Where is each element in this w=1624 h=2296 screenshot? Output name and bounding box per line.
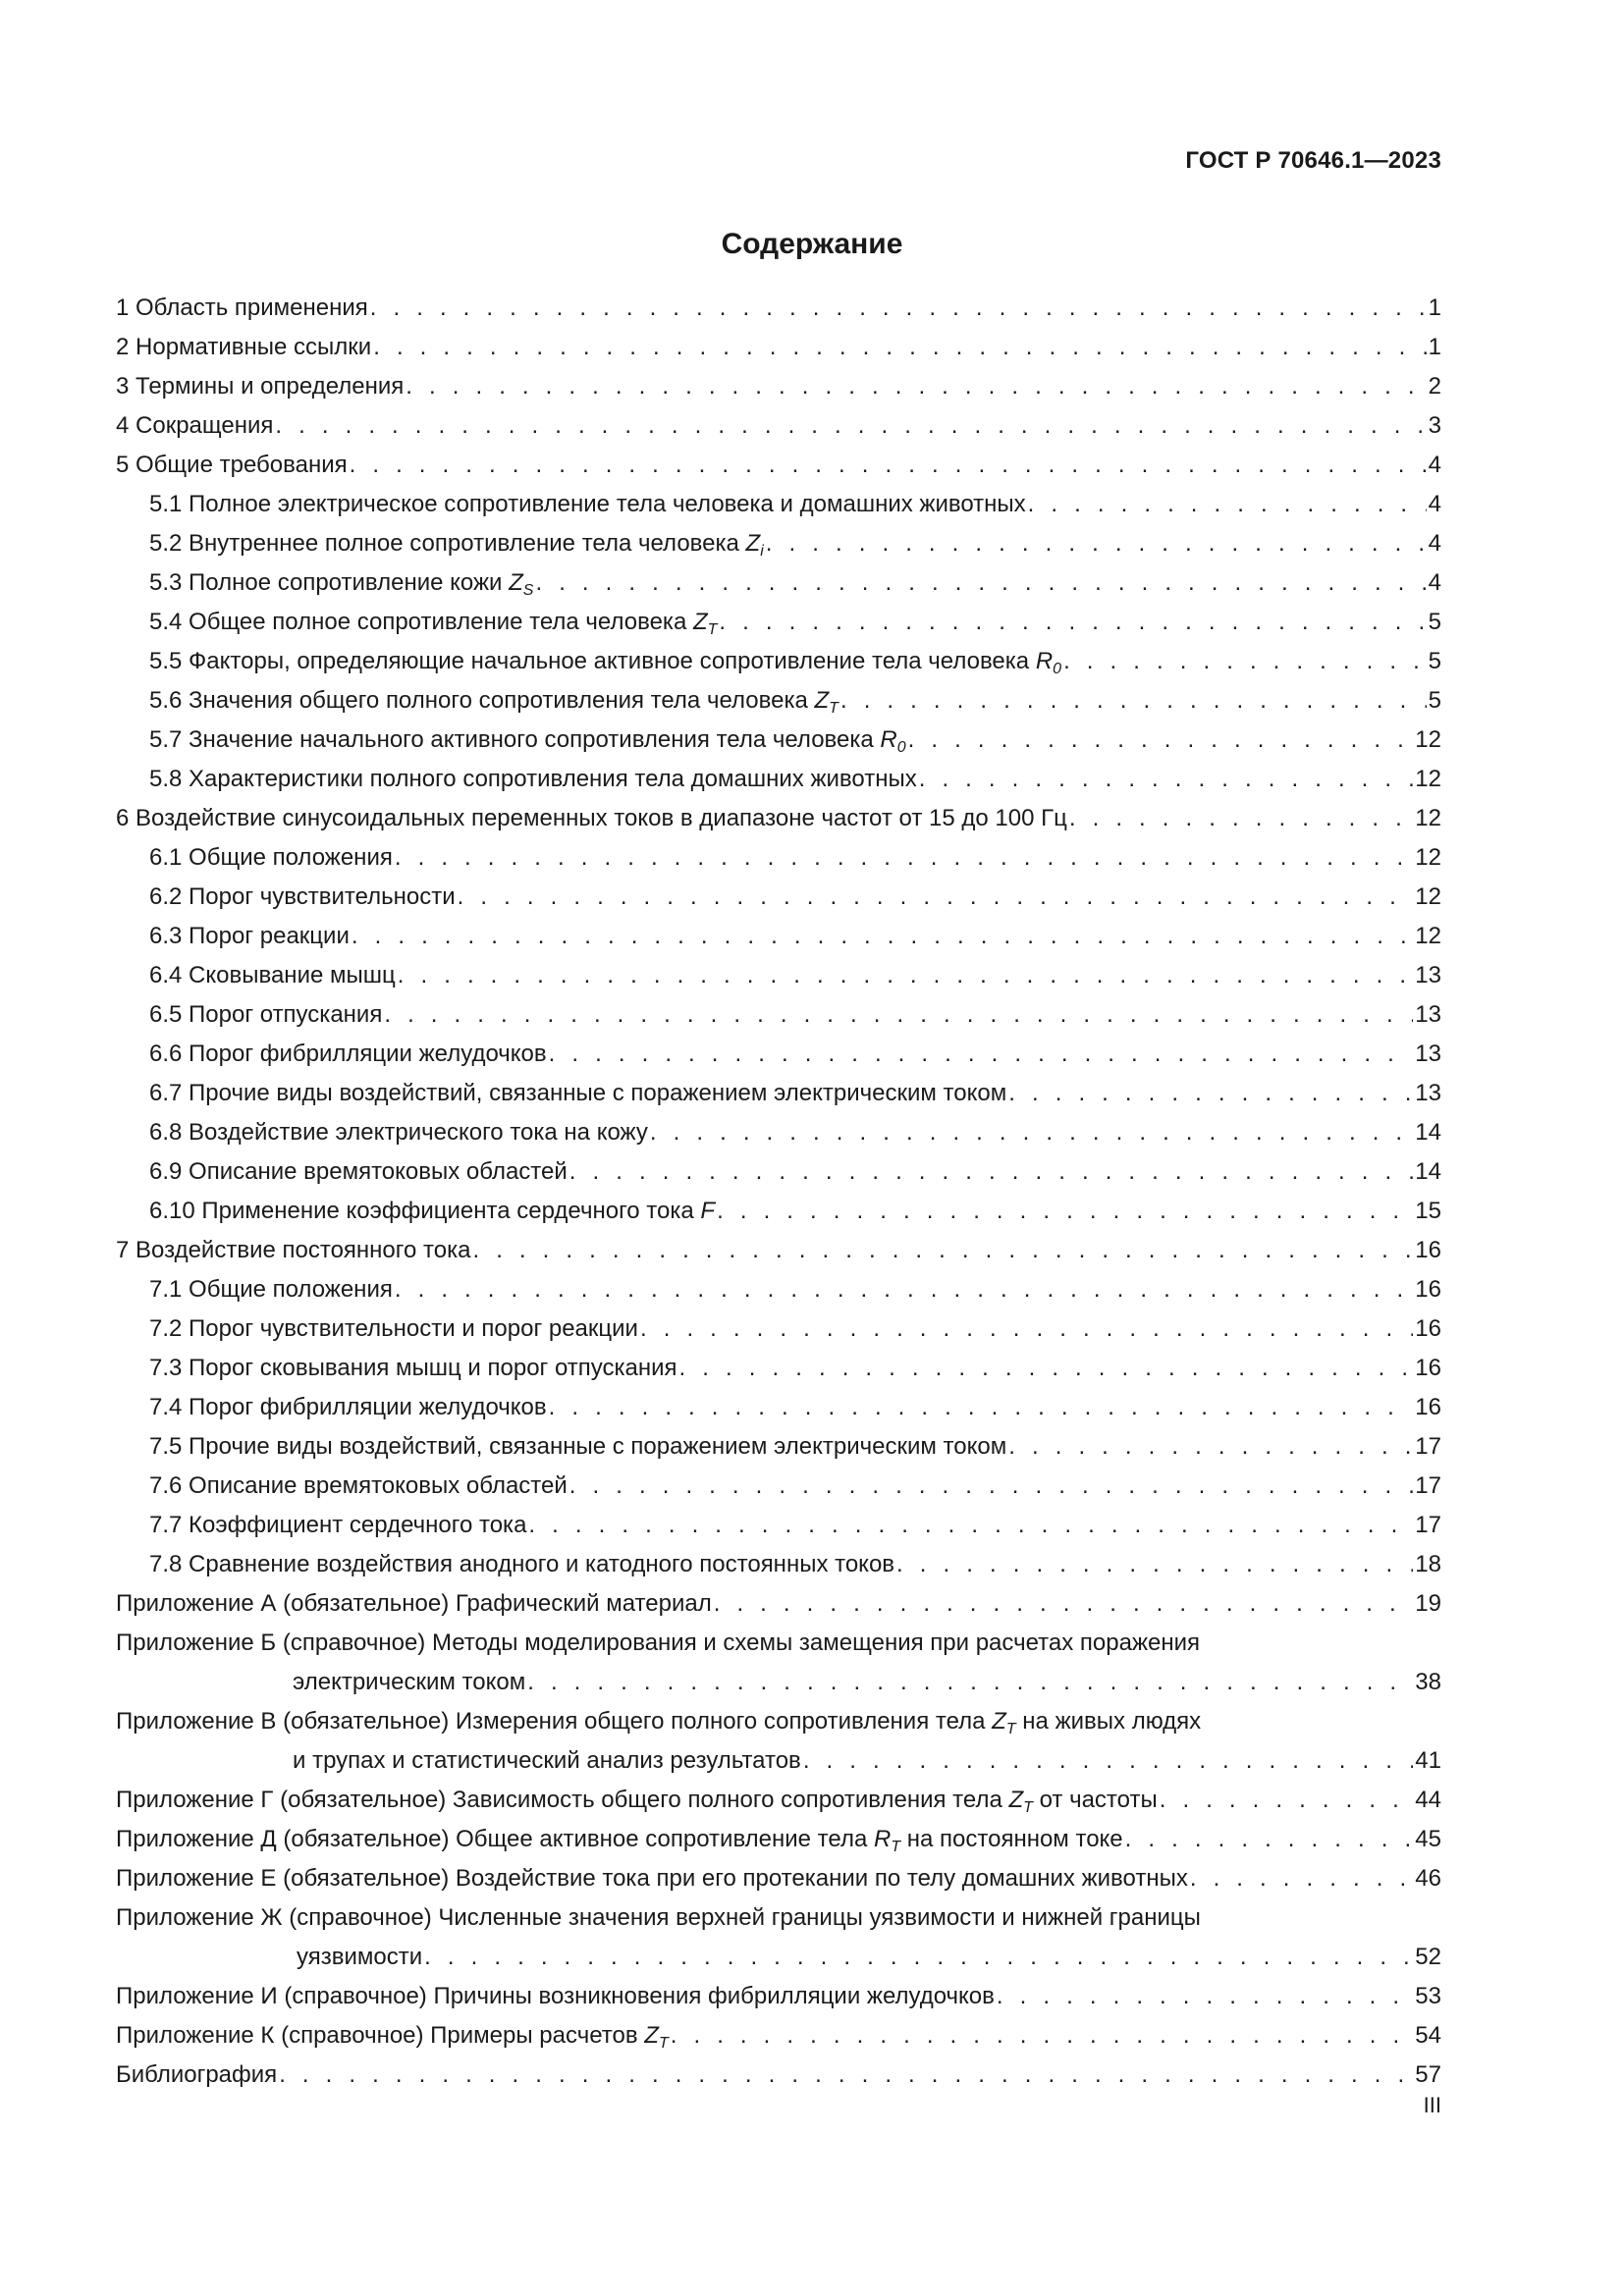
dot-leader <box>352 917 1413 956</box>
toc-page-number: 41 <box>1415 1747 1441 1774</box>
toc-page-number: 16 <box>1415 1276 1441 1303</box>
dot-leader <box>398 956 1414 995</box>
math-symbol: Z <box>509 569 523 596</box>
toc-entry-text: уязвимости <box>297 1944 423 1970</box>
toc-entry-text: Приложение Е (обязательное) Воздействие тока при его протекании по телу домашних животных <box>116 1865 1188 1892</box>
toc-page-number: 5 <box>1428 687 1441 714</box>
toc-entry[interactable] <box>116 603 1441 642</box>
toc-entry-text: 7.7 Коэффициент сердечного тока <box>149 1512 527 1538</box>
toc-entry-text: Приложение Ж (справочное) Численные значения верхней границы уязвимости и нижней границы <box>116 1904 1201 1931</box>
toc-entry[interactable] <box>116 524 1441 563</box>
toc-entry-text: и трупах и статистический анализ результатов <box>293 1747 801 1774</box>
toc-page-number: 4 <box>1428 491 1441 517</box>
dot-leader <box>275 406 1426 446</box>
toc-entry[interactable] <box>116 1467 1441 1506</box>
dot-leader <box>1125 1820 1414 1859</box>
dot-leader <box>528 1506 1413 1545</box>
math-subscript: 0 <box>1053 661 1062 677</box>
toc-page-number: 19 <box>1415 1590 1441 1617</box>
dot-leader <box>997 1977 1413 2016</box>
toc-entry[interactable] <box>116 1427 1441 1467</box>
toc-entry[interactable] <box>116 838 1441 878</box>
toc-entry[interactable] <box>116 878 1441 917</box>
dot-leader <box>569 1152 1414 1192</box>
toc-appendix-entry[interactable] <box>116 1859 1441 1898</box>
math-symbol: R <box>880 726 897 753</box>
toc-entry-text: 4 Сокращения <box>116 412 274 439</box>
toc-entry-text: Приложение В (обязательное) Измерения общего полного сопротивления тела $Z_T$ на живых людях <box>116 1708 1202 1737</box>
toc-entry-text: 6.3 Порог реакции <box>149 923 350 949</box>
toc-page-number: 13 <box>1415 1001 1441 1028</box>
math-subscript: T <box>829 700 839 717</box>
toc-entry-text: 6.9 Описание времятоковых областей <box>149 1158 568 1185</box>
toc-entry-text: Приложение Г (обязательное) Зависимость общего полного сопротивления тела $Z_T$ от частоты <box>116 1787 1158 1816</box>
toc-page-number: 12 <box>1415 844 1441 871</box>
toc-page-number: 45 <box>1415 1826 1441 1852</box>
toc-appendix-entry[interactable] <box>116 1624 1441 1702</box>
dot-leader <box>896 1545 1413 1584</box>
toc-page-number: 4 <box>1428 452 1441 478</box>
toc-entry-text: электрическим током <box>293 1669 526 1695</box>
toc-page-number: 4 <box>1428 569 1441 596</box>
dot-leader <box>714 1584 1414 1624</box>
toc-entry-text: 6.6 Порог фибрилляции желудочков <box>149 1041 547 1067</box>
dot-leader <box>640 1309 1413 1349</box>
toc-page-number: 12 <box>1415 883 1441 910</box>
dot-leader <box>527 1663 1413 1702</box>
toc-entry[interactable] <box>116 681 1441 721</box>
math-symbol: Z <box>692 609 708 635</box>
math-symbol: R <box>1035 648 1054 674</box>
dot-leader <box>406 367 1426 406</box>
toc-appendix-entry[interactable] <box>116 2016 1441 2056</box>
toc-page-number: 17 <box>1415 1433 1441 1460</box>
toc-page-number: 16 <box>1415 1315 1441 1342</box>
math-subscript: T <box>658 2035 669 2052</box>
toc-entry-text: 6.2 Порог чувствительности <box>149 883 456 910</box>
toc-entry[interactable] <box>116 1152 1441 1192</box>
toc-entry-text: 5.3 Полное сопротивление кожи $Z_S$ <box>149 569 534 599</box>
toc-entry[interactable] <box>116 1545 1441 1584</box>
dot-leader <box>919 760 1414 799</box>
toc-page-number: 2 <box>1428 373 1441 400</box>
toc-entry[interactable] <box>116 1231 1441 1270</box>
toc-page-number: 44 <box>1415 1787 1441 1813</box>
math-symbol: Z <box>745 530 761 557</box>
math-symbol: Z <box>644 2022 659 2049</box>
toc-page-number: 16 <box>1415 1394 1441 1420</box>
toc-page-number: 52 <box>1415 1944 1441 1970</box>
dot-leader <box>535 563 1426 603</box>
toc-page-number: 13 <box>1415 962 1441 988</box>
dot-leader <box>719 603 1426 642</box>
dot-leader <box>717 1192 1413 1231</box>
math-subscript: T <box>891 1839 901 1855</box>
dot-leader <box>679 1349 1414 1388</box>
toc-entry[interactable] <box>116 485 1441 524</box>
dot-leader <box>1190 1859 1413 1898</box>
toc-entry[interactable] <box>116 367 1441 406</box>
toc-entry[interactable] <box>116 328 1441 367</box>
toc-entry-text: 7.8 Сравнение воздействия анодного и катодного постоянных токов <box>149 1551 895 1577</box>
dot-leader <box>840 681 1427 721</box>
toc-entry[interactable] <box>116 563 1441 603</box>
toc-page-number: 12 <box>1415 805 1441 831</box>
dot-leader <box>549 1035 1414 1074</box>
toc-entry[interactable] <box>116 760 1441 799</box>
toc-entry-text: 5.2 Внутреннее полное сопротивление тела человека $Z_i$ <box>149 530 764 560</box>
toc-page-number: 14 <box>1415 1119 1441 1146</box>
toc-entry-text: 5.4 Общее полное сопротивление тела человека $Z_T$ <box>149 609 718 638</box>
toc-entry[interactable] <box>116 1192 1441 1231</box>
dot-leader <box>370 289 1427 328</box>
toc-entry-text: 5 Общие требования <box>116 452 348 478</box>
toc-entry[interactable] <box>116 956 1441 995</box>
dot-leader <box>650 1113 1413 1152</box>
dot-leader <box>1069 799 1413 838</box>
toc-entry-text: Библиография <box>116 2061 278 2088</box>
dot-leader <box>384 995 1413 1035</box>
toc-entry-text: 3 Термины и определения <box>116 373 405 400</box>
toc-entry-text: 7.6 Описание времятоковых областей <box>149 1472 568 1499</box>
toc-entry-text: 5.1 Полное электрическое сопротивление тела человека и домашних животных <box>149 491 1026 517</box>
toc-page-number: 14 <box>1415 1158 1441 1185</box>
math-subscript: T <box>1005 1721 1016 1737</box>
toc-entry[interactable] <box>116 1309 1441 1349</box>
toc-page-number: 5 <box>1428 648 1441 674</box>
toc-page-number: 12 <box>1415 923 1441 949</box>
dot-leader <box>766 524 1427 563</box>
toc-page-number: 53 <box>1415 1983 1441 2009</box>
toc-entry-text: Приложение И (справочное) Причины возникновения фибрилляции желудочков <box>116 1983 995 2009</box>
toc-page-number: 57 <box>1415 2061 1441 2088</box>
toc-entry-text: 7 Воздействие постоянного тока <box>116 1237 471 1263</box>
toc-entry[interactable] <box>116 1349 1441 1388</box>
toc-entry[interactable] <box>116 1506 1441 1545</box>
dot-leader <box>569 1467 1414 1506</box>
toc-entry-text: 6 Воздействие синусоидальных переменных токов в диапазоне частот от 15 до 100 Гц <box>116 805 1067 831</box>
toc-page-number: 1 <box>1428 334 1441 360</box>
toc-page-number: 4 <box>1428 530 1441 557</box>
dot-leader <box>1008 1427 1413 1467</box>
toc-entry-text: Приложение К (справочное) Примеры расчетов $Z_T$ <box>116 2022 669 2052</box>
dot-leader <box>1028 485 1427 524</box>
dot-leader <box>803 1741 1413 1781</box>
toc-page-number: 54 <box>1415 2022 1441 2049</box>
math-symbol: Z <box>992 1708 1006 1735</box>
toc-page-number: 12 <box>1415 766 1441 792</box>
toc-page-number: 13 <box>1415 1080 1441 1106</box>
math-subscript: T <box>1023 1799 1033 1816</box>
toc-page-number: 13 <box>1415 1041 1441 1067</box>
toc-entry[interactable] <box>116 1270 1441 1309</box>
dot-leader <box>350 446 1427 485</box>
math-subscript: T <box>707 621 718 638</box>
toc-entry-text: 5.8 Характеристики полного сопротивления тела домашних животных <box>149 766 917 792</box>
page-title: Содержание <box>721 228 903 260</box>
toc-entry-text: 7.4 Порог фибрилляции желудочков <box>149 1394 547 1420</box>
dot-leader <box>458 878 1414 917</box>
toc-page-number: 15 <box>1415 1198 1441 1224</box>
math-subscript: 0 <box>896 739 906 756</box>
dot-leader <box>279 2056 1413 2095</box>
toc-entry-text: Приложение Д (обязательное) Общее активное сопротивление тела $R_T$ на постоянном токе <box>116 1826 1123 1855</box>
math-subscript: S <box>522 582 534 599</box>
toc-entry-text: 5.6 Значения общего полного сопротивления тела человека $Z_T$ <box>149 687 839 717</box>
toc-entry[interactable] <box>116 799 1441 838</box>
toc-page-number: 3 <box>1428 412 1441 439</box>
toc-entry-text: 5.7 Значение начального активного сопротивления тела человека $R_0$ <box>149 726 906 756</box>
math-symbol: Z <box>814 687 830 714</box>
toc-entry-text: 6.4 Сковывание мышц <box>149 962 396 988</box>
toc-entry[interactable] <box>116 1074 1441 1113</box>
toc-appendix-entry[interactable] <box>116 1898 1441 1977</box>
dot-leader <box>908 721 1414 760</box>
dot-leader <box>549 1388 1414 1427</box>
toc-page-number: 38 <box>1415 1669 1441 1695</box>
dot-leader <box>671 2016 1414 2056</box>
toc-entry-text: 6.8 Воздействие электрического тока на кожу <box>149 1119 648 1146</box>
toc-entry[interactable] <box>116 721 1441 760</box>
toc-entry-text: 7.3 Порог сковывания мышц и порог отпускания <box>149 1355 677 1381</box>
toc-page-number: 12 <box>1415 726 1441 753</box>
dot-leader <box>395 1270 1413 1309</box>
toc-page-number: 16 <box>1415 1355 1441 1381</box>
dot-leader <box>373 328 1426 367</box>
table-of-contents <box>116 289 1441 2095</box>
toc-entry[interactable] <box>116 446 1441 485</box>
toc-entry-text: 6.7 Прочие виды воздействий, связанные с поражением электрическим током <box>149 1080 1007 1106</box>
dot-leader <box>424 1938 1413 1977</box>
toc-appendix-entry[interactable] <box>116 1977 1441 2016</box>
toc-entry[interactable] <box>116 289 1441 328</box>
math-symbol: Z <box>1008 1787 1024 1813</box>
toc-entry[interactable] <box>116 995 1441 1035</box>
toc-appendix-entry[interactable] <box>116 1820 1441 1859</box>
toc-entry[interactable] <box>116 917 1441 956</box>
toc-page-number: 17 <box>1415 1512 1441 1538</box>
dot-leader <box>1063 642 1427 681</box>
toc-page-number: 18 <box>1415 1551 1441 1577</box>
toc-appendix-entry[interactable] <box>116 2056 1441 2095</box>
toc-entry[interactable] <box>116 1035 1441 1074</box>
dot-leader <box>395 838 1413 878</box>
toc-page-number: 17 <box>1415 1472 1441 1499</box>
toc-entry-text: 5.5 Факторы, определяющие начальное активное сопротивление тела человека $R_0$ <box>149 648 1062 677</box>
toc-page-number: 16 <box>1415 1237 1441 1263</box>
dot-leader <box>1008 1074 1413 1113</box>
dot-leader <box>1160 1781 1414 1820</box>
toc-entry[interactable] <box>116 406 1441 446</box>
toc-appendix-entry[interactable] <box>116 1702 1441 1781</box>
toc-entry-text: 7.5 Прочие виды воздействий, связанные с поражением электрическим током <box>149 1433 1007 1460</box>
toc-entry-text: 1 Область применения <box>116 294 368 321</box>
toc-entry[interactable] <box>116 1113 1441 1152</box>
toc-page-number: 46 <box>1415 1865 1441 1892</box>
toc-entry-text: 6.1 Общие положения <box>149 844 393 871</box>
toc-entry-text: Приложение Б (справочное) Методы моделирования и схемы замещения при расчетах поражения <box>116 1629 1201 1656</box>
toc-page-number: 5 <box>1428 609 1441 635</box>
toc-entry-text: 6.5 Порог отпускания <box>149 1001 383 1028</box>
dot-leader <box>472 1231 1413 1270</box>
toc-appendix-entry[interactable] <box>116 1781 1441 1820</box>
toc-entry-text: Приложение А (обязательное) Графический материал <box>116 1590 712 1617</box>
toc-entry-text: 7.2 Порог чувствительности и порог реакции <box>149 1315 638 1342</box>
math-symbol: R <box>873 1826 892 1852</box>
document-header: ГОСТ Р 70646.1—2023 <box>1185 147 1441 174</box>
toc-entry-text: 6.10 Применение коэффициента сердечного тока F <box>149 1198 716 1224</box>
page-number: III <box>1423 2093 1441 2117</box>
math-subscript: i <box>760 543 764 560</box>
toc-appendix-entry[interactable] <box>116 1584 1441 1624</box>
math-symbol: F <box>700 1198 716 1224</box>
toc-page-number: 1 <box>1428 294 1441 321</box>
toc-entry-text: 7.1 Общие положения <box>149 1276 393 1303</box>
toc-entry[interactable] <box>116 1388 1441 1427</box>
toc-entry[interactable] <box>116 642 1441 681</box>
toc-entry-text: 2 Нормативные ссылки <box>116 334 372 360</box>
